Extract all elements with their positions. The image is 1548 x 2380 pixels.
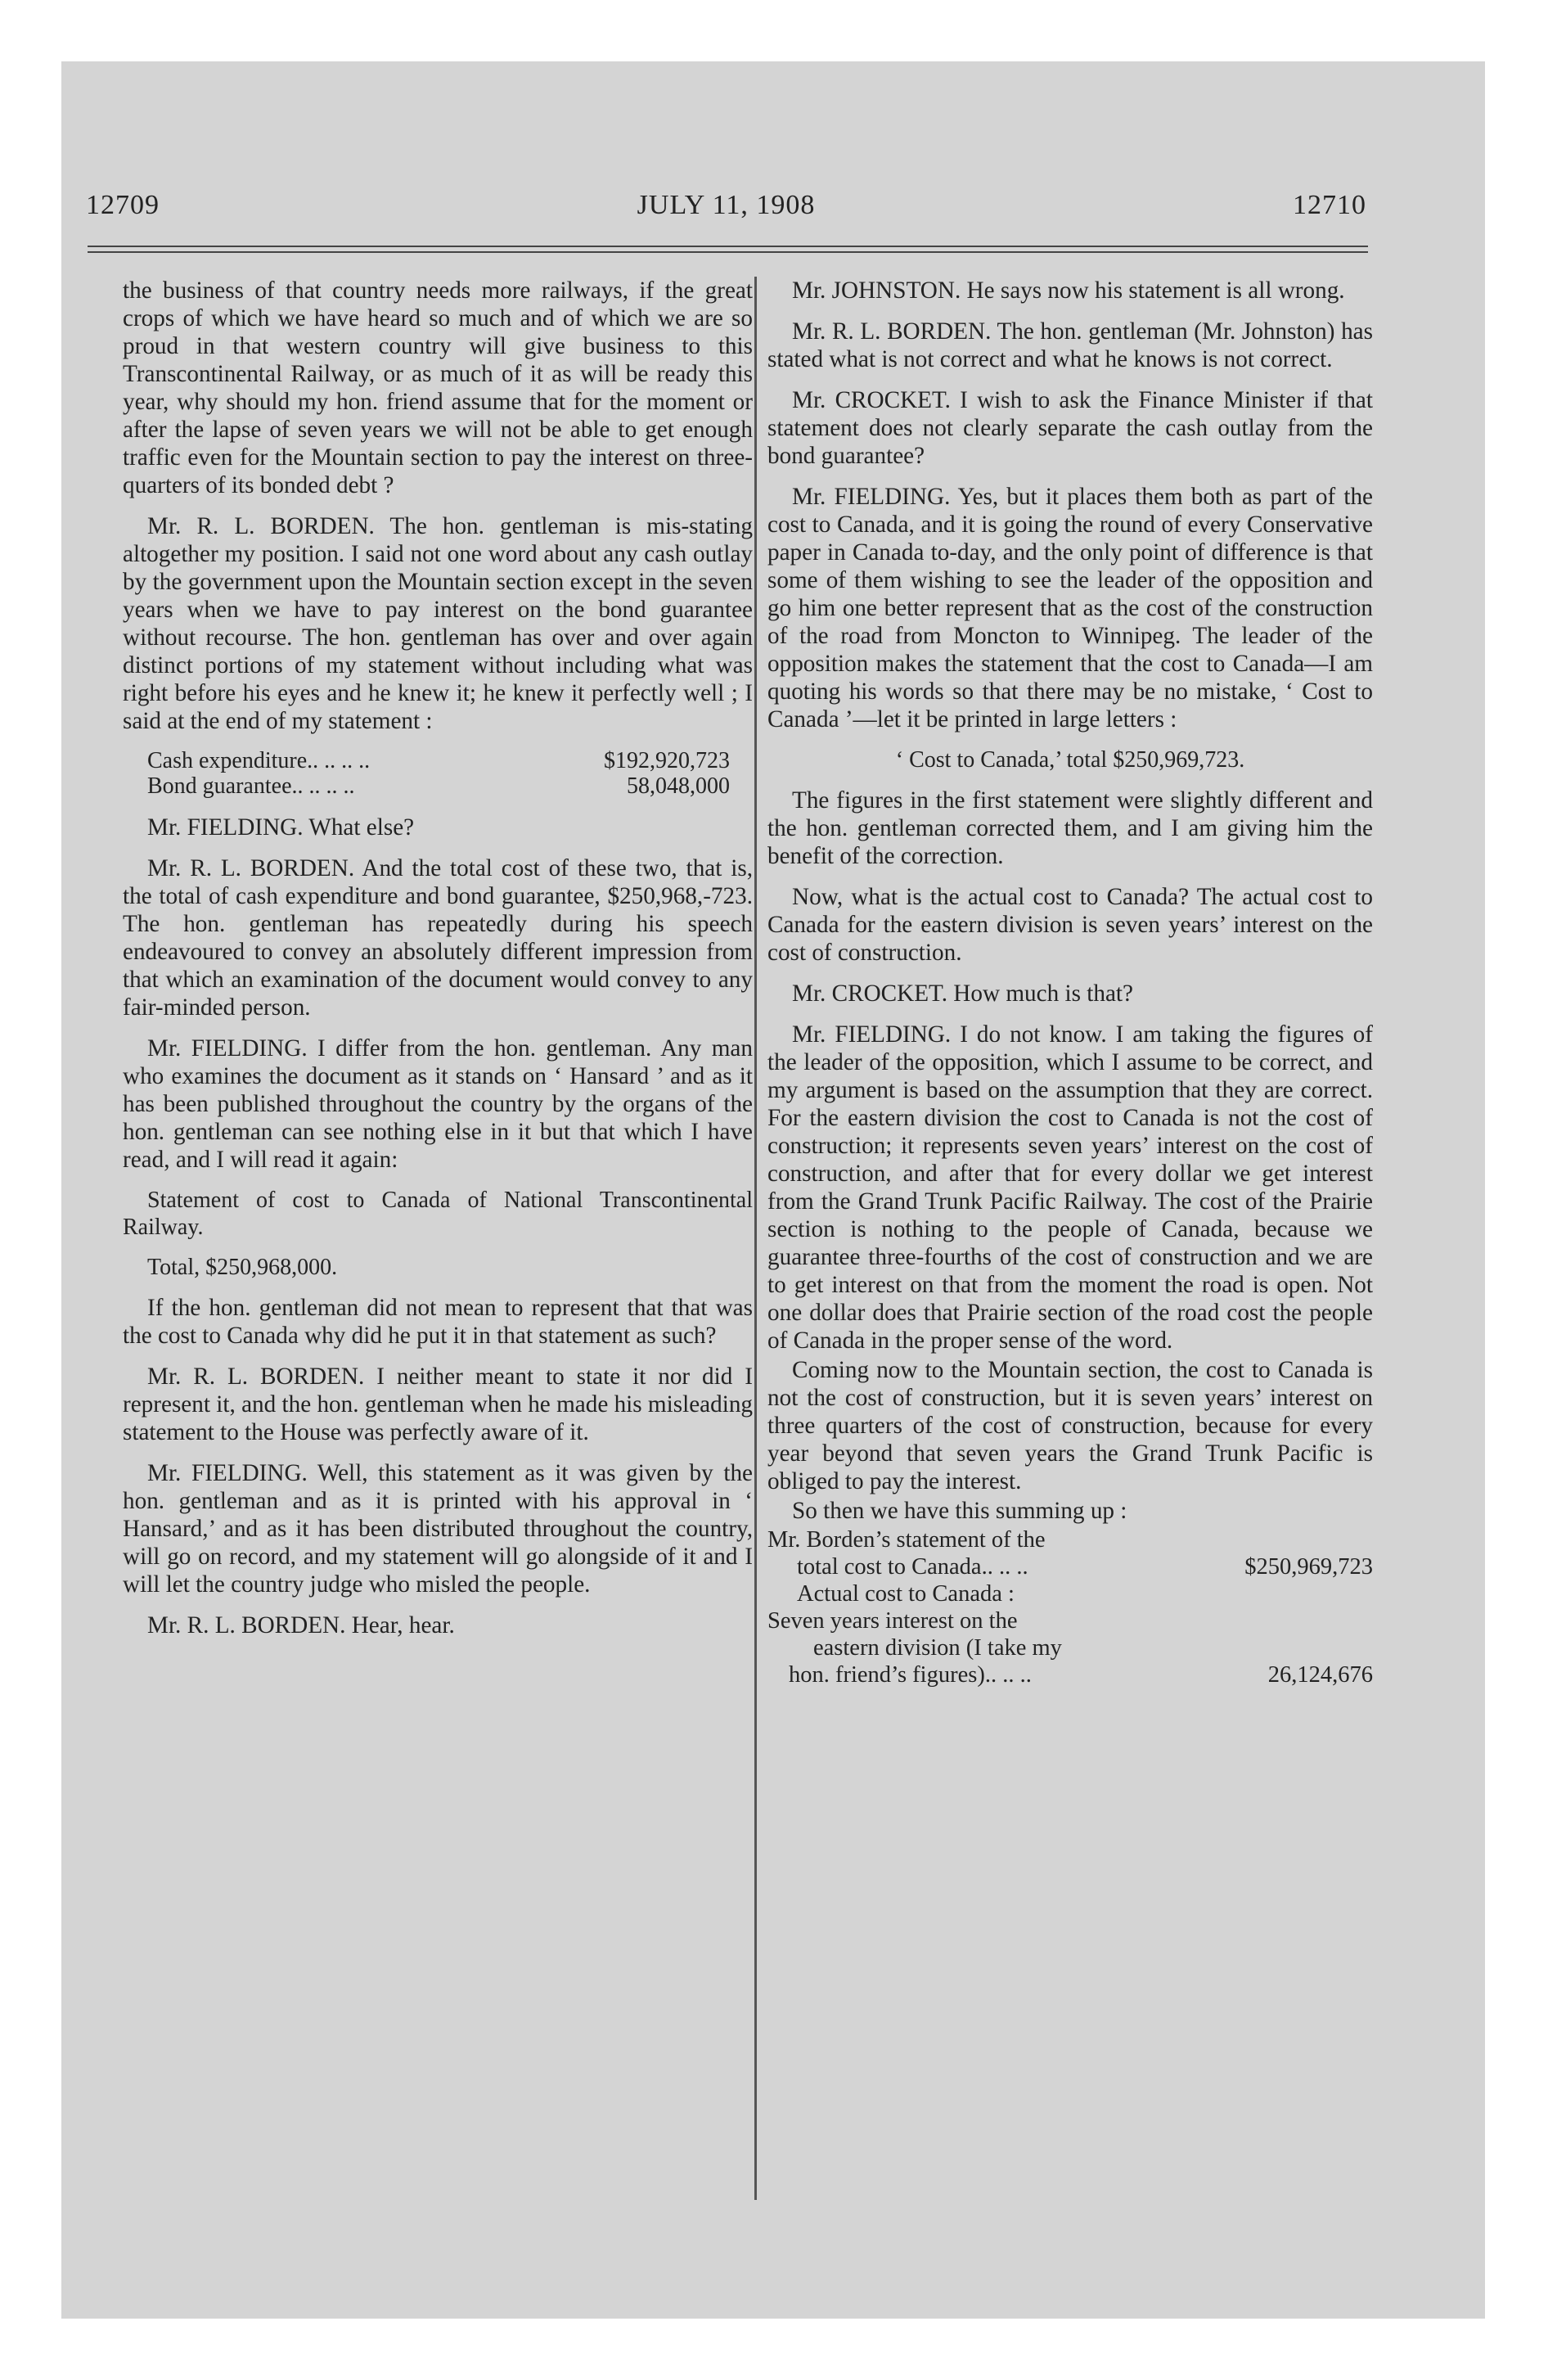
table-row bbox=[767, 1553, 1373, 1580]
expenditure-table bbox=[123, 748, 753, 799]
table-label: total cost to Canada.. .. .. bbox=[797, 1554, 1028, 1580]
table-row bbox=[767, 1580, 1373, 1607]
page-header bbox=[86, 190, 1366, 229]
quoted-total: ‘ Cost to Canada,’ total $250,969,723. bbox=[895, 747, 1245, 773]
table-value: 26,124,676 bbox=[1267, 1662, 1373, 1688]
table-label: eastern division (I take my bbox=[813, 1635, 1062, 1661]
paragraph: Mr. R. L. BORDEN. The hon. gentleman is mis-stating altogether my position. I said not one word about any cash outlay by the government upon the Mountain section except in the seven years when we have to pay interest on the bond guarantee without recourse. The hon. gentleman has over and over again distinct portions of my statement without including what was right before his eyes and he knew it; he knew it perfectly well ; I said at the end of my statement : bbox=[123, 513, 753, 734]
paragraph: Mr. CROCKET. How much is that? bbox=[792, 980, 1133, 1007]
header-rule-top bbox=[88, 246, 1368, 247]
table-label: Cash expenditure.. .. .. .. bbox=[147, 748, 371, 773]
paragraph: the business of that country needs more railways, if the great crops of which we have heard so much and of which we are so proud in that western country will give business to this Transcontinental Railway, or as much of it as will be ready this year, why should my hon. friend assume that for the moment or after the lapse of seven years we will not be able to get enough traffic even for the Mountain section to pay the interest on three-quarters of its bonded debt ? bbox=[123, 277, 753, 498]
paragraph: Mr. FIELDING. Well, this statement as it was given by the hon. gentleman and as it is printed with his approval in ‘ Hansard,’ and as it has been distributed throughout the country, will go on record, and my statement will go alongside of it and I will let the country judge who misled the people. bbox=[123, 1460, 753, 1598]
column-divider bbox=[754, 277, 757, 2200]
paragraph: If the hon. gentleman did not mean to represent that that was the cost to Canada why did he put it in that statement as such? bbox=[123, 1295, 753, 1349]
quoted-statement: Statement of cost to Canada of National Transcontinental Railway. bbox=[123, 1188, 753, 1240]
table-value: $192,920,723 bbox=[604, 748, 730, 773]
left-column bbox=[123, 277, 753, 1652]
right-column bbox=[767, 277, 1373, 1688]
table-row bbox=[767, 1607, 1373, 1634]
table-row bbox=[767, 1661, 1373, 1688]
paragraph: Mr. R. L. BORDEN. Hear, hear. bbox=[147, 1612, 455, 1639]
paragraph: Mr. R. L. BORDEN. I neither meant to state it nor did I represent it, and the hon. gentleman when he made his misleading statement to the House was perfectly aware of it. bbox=[123, 1364, 754, 1445]
page-number-right: 12710 bbox=[1293, 190, 1366, 220]
paragraph: Mr. R. L. BORDEN. The hon. gentleman (Mr. Johnston) has stated what is not correct and what he knows is not correct. bbox=[767, 318, 1373, 372]
paragraph: Mr. FIELDING. I differ from the hon. gentleman. Any man who examines the document as it stands on ‘ Hansard ’ and as it has been published throughout the country by the organs of the hon. gentleman can see nothing else in it but that which I have read, and I will read it again: bbox=[123, 1035, 753, 1173]
table-row bbox=[123, 773, 753, 799]
summary-subheading: Actual cost to Canada : bbox=[797, 1581, 1015, 1607]
table-label: Seven years interest on the bbox=[767, 1608, 1018, 1634]
table-label: hon. friend’s figures).. .. .. bbox=[789, 1662, 1032, 1688]
table-row bbox=[767, 1526, 1373, 1553]
paragraph: Mr. R. L. BORDEN. And the total cost of these two, that is, the total of cash expenditure and bond guarantee, $250,968,-723. The hon. gentleman has repeatedly during his speech endeavoured to convey an absolutely different impression from that which an examination of the document would convey to any fair-minded person. bbox=[123, 855, 753, 1021]
paragraph: Mr. FIELDING. Yes, but it places them both as part of the cost to Canada, and it is going the round of every Conservative paper in Canada to-day, and the only point of difference is that some of them wishing to see the leader of the opposition and go him one better represent that as the cost of the construction of the road from Moncton to Winnipeg. The leader of the opposition makes the statement that the cost to Canada—I am quoting his words so that there may be no mistake, ‘ Cost to Canada ’—let it be printed in large letters : bbox=[767, 484, 1373, 732]
paragraph: Coming now to the Mountain section, the cost to Canada is not the cost of construction, but it is seven years’ interest on three quarters of the cost of construction, because for every year beyond that seven years the Grand Trunk Pacific is obliged to pay the interest. bbox=[767, 1357, 1373, 1494]
quoted-total: Total, $250,968,000. bbox=[147, 1255, 338, 1280]
paragraph: Now, what is the actual cost to Canada? The actual cost to Canada for the eastern division is seven years’ interest on the cost of construction. bbox=[767, 884, 1373, 966]
header-rule-bottom bbox=[88, 251, 1368, 253]
paragraph: So then we have this summing up : bbox=[792, 1498, 1127, 1524]
paragraph: The figures in the first statement were slightly different and the hon. gentleman corrected them, and I am giving him the benefit of the correction. bbox=[767, 787, 1373, 869]
page-number-left: 12709 bbox=[86, 190, 160, 220]
table-value: $250,969,723 bbox=[1244, 1554, 1373, 1580]
paragraph: Mr. FIELDING. I do not know. I am taking the figures of the leader of the opposition, which I assume to be correct, and my argument is based on the assumption that they are correct. For the eastern division the cost to Canada is not the cost of construction; it represents seven years’ interest on the cost of construction, and after that for every dollar we get interest from the Grand Trunk Pacific Railway. The cost of the Prairie section is nothing to the people of Canada, because we guarantee three-fourths of the cost of construction and we are to get interest on that from the moment the road is open. Not one dollar does that Prairie section of the road cost the people of Canada in the proper sense of the word. bbox=[767, 1021, 1373, 1354]
summary-heading: Mr. Borden’s statement of the bbox=[767, 1527, 1046, 1553]
summary-table bbox=[767, 1526, 1373, 1688]
paragraph: Mr. CROCKET. I wish to ask the Finance Minister if that statement does not clearly separate the cash outlay from the bond guarantee? bbox=[767, 387, 1373, 469]
table-value: 58,048,000 bbox=[627, 773, 730, 799]
table-row bbox=[123, 748, 753, 773]
paragraph: Mr. FIELDING. What else? bbox=[147, 814, 415, 841]
page-date: JULY 11, 1908 bbox=[637, 190, 816, 220]
table-label: Bond guarantee.. .. .. .. bbox=[147, 773, 355, 799]
table-row bbox=[767, 1634, 1373, 1661]
paragraph: Mr. JOHNSTON. He says now his statement is all wrong. bbox=[792, 277, 1345, 304]
